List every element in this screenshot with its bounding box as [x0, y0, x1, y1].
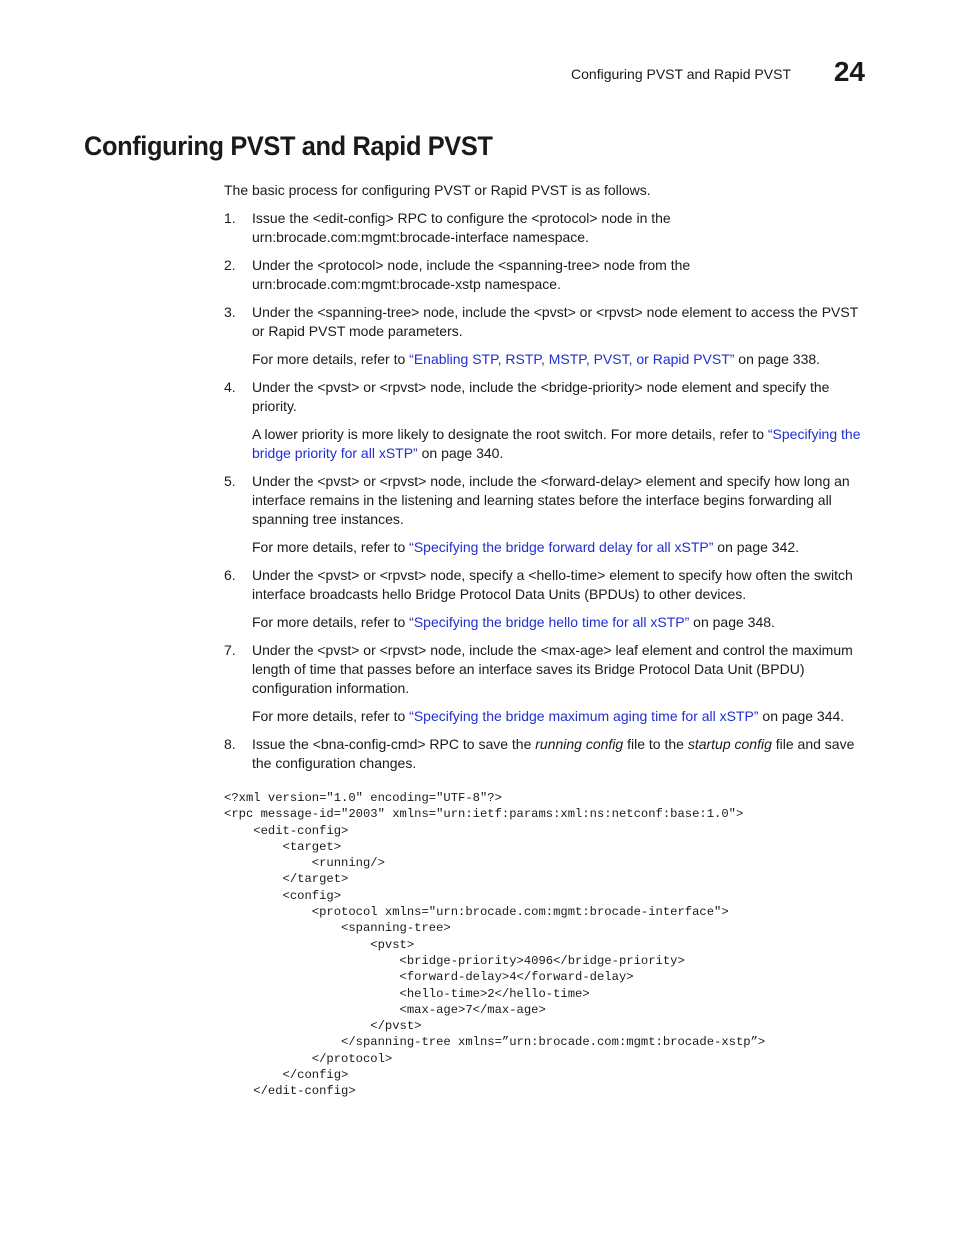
step-text: Under the <pvst> or <rpvst> node, include the <forward-delay> element and specify how long an interface remains in the listening and learning states before the interface begins forwarding all spanning tree instances. — [252, 473, 850, 527]
note-text: For more details, refer to — [252, 351, 410, 367]
step-5 — [224, 472, 870, 557]
running-header — [0, 56, 954, 90]
note-text: on page 338. — [734, 351, 821, 367]
step-text-part: file to the — [623, 736, 688, 752]
step-number: 3. — [224, 304, 236, 320]
header-title: Configuring PVST and Rapid PVST — [571, 66, 791, 82]
step-text — [252, 735, 870, 773]
step-note — [252, 538, 870, 557]
step-4 — [224, 378, 870, 463]
page-title: Configuring PVST and Rapid PVST — [84, 131, 493, 161]
step-number: 2. — [224, 257, 236, 273]
note-text: For more details, refer to — [252, 614, 410, 630]
step-8 — [224, 735, 870, 773]
xref-link-enabling-stp[interactable]: “Enabling STP, RSTP, MSTP, PVST, or Rapid PVST” — [409, 351, 735, 367]
xref-link-hello-time[interactable]: “Specifying the bridge hello time for all xSTP” — [409, 614, 690, 630]
xref-link-bridge-priority[interactable]: “Specifying the bridge priority for all xSTP” — [252, 426, 861, 461]
startup-config-term: startup config — [687, 736, 772, 752]
note-text: A lower priority is more likely to designate the root switch. For more details, refer to — [252, 426, 768, 442]
step-6 — [224, 566, 870, 632]
step-7 — [224, 641, 870, 726]
step-note — [252, 707, 870, 726]
step-note — [252, 425, 870, 463]
step-number: 6. — [224, 567, 236, 583]
step-text-part: Issue the <bna-config-cmd> RPC to save the — [252, 736, 536, 752]
step-text: Under the <protocol> node, include the <spanning-tree> node from the urn:brocade.com:mgmt:brocade-xstp namespace. — [252, 257, 691, 292]
step-text: Issue the <edit-config> RPC to configure the <protocol> node in the urn:brocade.com:mgmt:brocade-interface namespace. — [252, 210, 671, 245]
step-number: 7. — [224, 642, 236, 658]
note-text: For more details, refer to — [252, 539, 410, 555]
step-number: 5. — [224, 473, 236, 489]
step-text: Under the <pvst> or <rpvst> node, include the <bridge-priority> node element and specify the priority. — [252, 379, 830, 414]
running-config-term: running config — [535, 736, 624, 752]
step-note — [252, 613, 870, 632]
step-text-part: file and save the configuration changes. — [252, 736, 855, 771]
step-text: Under the <pvst> or <rpvst> node, include the <max-age> leaf element and control the maximum length of time that passes before an interface saves its Bridge Protocol Data Unit (BPDU) configuration information. — [252, 642, 853, 696]
code-example: <?xml version="1.0" encoding="UTF-8"?> <rpc message-id="2003" xmlns="urn:ietf:params:xml:ns:netconf:base:1.0"> <edit-config> <target> <running/> </target> <config> <protocol xmlns="urn:brocade.com:mgmt:brocade-interface"> <spanning-tree> <pvst> <bridge-priority>4096</bridge-priority> <forward-delay>4</forward-delay> <hello-time>2</hello-time> <max-age>7</max-age> </pvst> </spanning-tree xmlns=”urn:brocade.com:mgmt:brocade-xstp”> </protocol> </config> </edit-config> — [224, 791, 766, 1099]
step-1 — [224, 209, 870, 247]
note-text: on page 342. — [713, 539, 800, 555]
note-text: For more details, refer to — [252, 708, 410, 724]
xref-link-max-aging-time[interactable]: “Specifying the bridge maximum aging time for all xSTP” — [409, 708, 759, 724]
step-number: 8. — [224, 736, 236, 752]
intro-paragraph: The basic process for configuring PVST or Rapid PVST is as follows. — [224, 182, 651, 198]
step-number: 4. — [224, 379, 236, 395]
step-2 — [224, 256, 870, 294]
note-text: on page 340. — [417, 445, 504, 461]
step-text: Under the <pvst> or <rpvst> node, specify a <hello-time> element to specify how often the switch interface broadcasts hello Bridge Protocol Data Units (BPDUs) to other devices. — [252, 567, 853, 602]
xref-link-forward-delay[interactable]: “Specifying the bridge forward delay for all xSTP” — [409, 539, 714, 555]
steps-list — [224, 209, 870, 773]
step-number: 1. — [224, 210, 236, 226]
step-note — [252, 350, 870, 369]
note-text: on page 348. — [689, 614, 775, 630]
note-text: on page 344. — [758, 708, 845, 724]
step-text: Under the <spanning-tree> node, include the <pvst> or <rpvst> node element to access the PVST or Rapid PVST mode parameters. — [252, 304, 859, 339]
chapter-number: 24 — [833, 56, 865, 87]
main-content — [224, 181, 870, 1100]
step-3 — [224, 303, 870, 369]
